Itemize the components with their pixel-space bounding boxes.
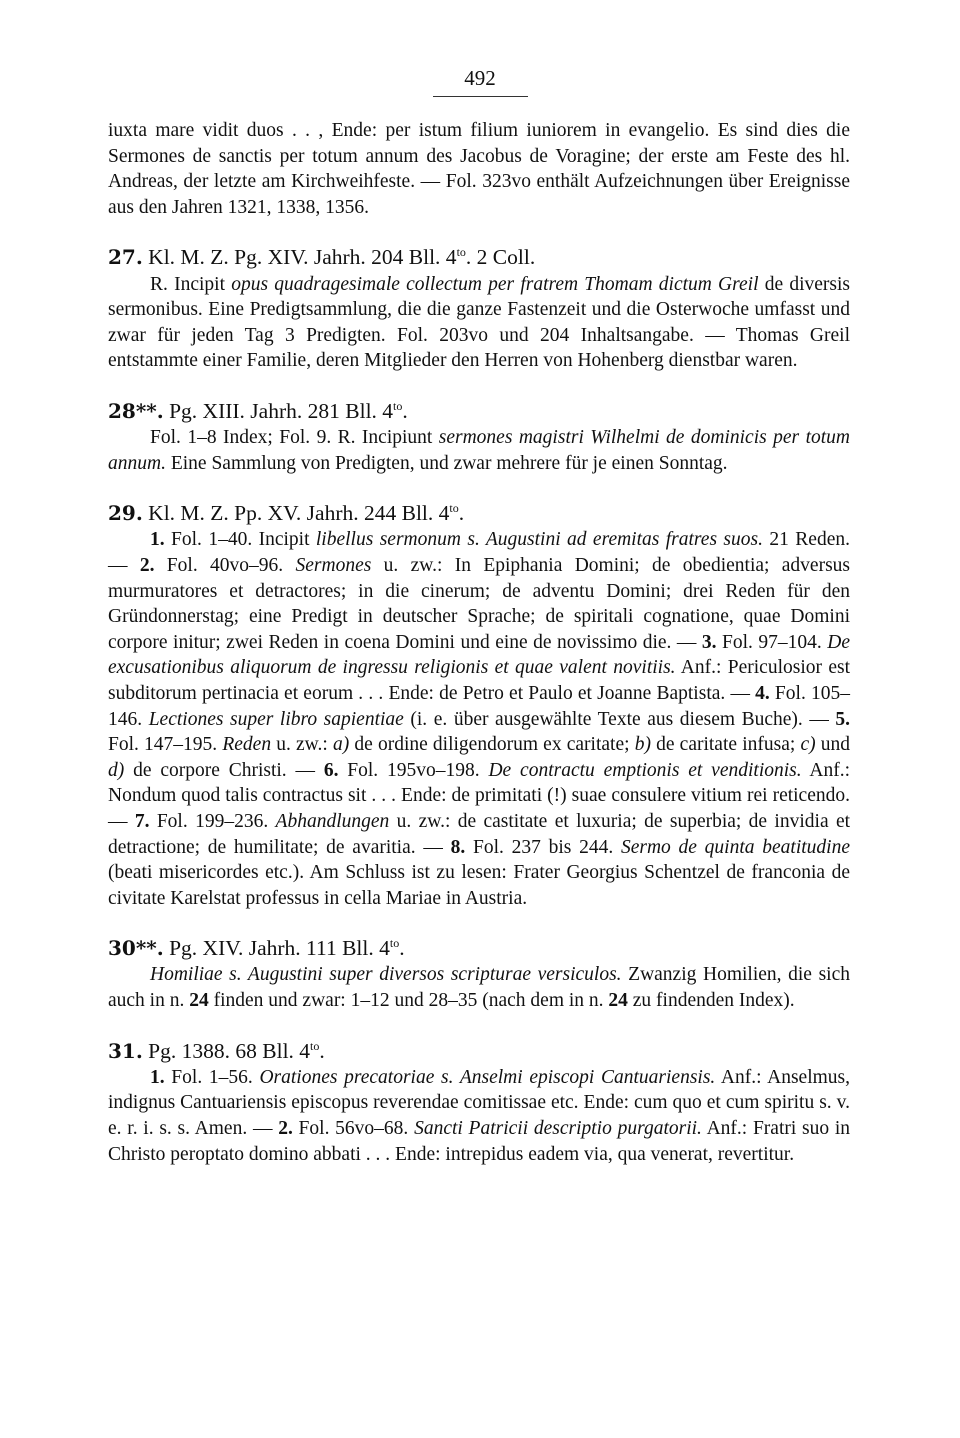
entry-28-heading: 28**. Pg. XIII. Jahrh. 281 Bll. $4^{to}$. bbox=[108, 398, 408, 424]
entry-number: 30**. bbox=[108, 936, 164, 961]
entry-30-heading: 30**. Pg. XIV. Jahrh. 111 Bll. $4^{to}$. bbox=[108, 936, 405, 961]
entry-30-text: Homiliae s. Augustini super diversos scripturae versiculos. Zwanzig Homilien, die sich auch in n. 24 finden und zwar: 1–12 und 28–35 (nach dem in n. 24 zu findenden Index). bbox=[108, 964, 850, 1012]
entry-number: 28**. bbox=[108, 399, 164, 424]
page-number: 492 bbox=[464, 66, 496, 90]
entry-31-text: 1. Fol. 1–56. Orationes precatoriae s. Anselmi episcopi Cantuariensis. Anf.: Anselmus, indignus Cantuariensis episcopus reverendae comitissae etc. Ende: cum quo et cum spiritu s. v. e. r. i. s. s. Amen. — 2. Fol. 56vo–68. Sancti Patricii descriptio purgatorii. Anf.: Fratri suo in Christo peroptato domino abbati . . . Ende: intrepidus eadem via, qua venerat, revertitur. bbox=[108, 1066, 851, 1165]
entry-31-heading: 31. Pg. 1388. 68 Bll. $4^{to}$. bbox=[108, 1038, 325, 1063]
intro-paragraph: iuxta mare vidit duos . . , Ende: per istum filium iuniorem in evangelio. Es sind dies die Sermones de sanctis per totum annum des Jacobus de Voragine; der erste am Feste des hl. Andreas, der letzte am Kirchweihfeste. — Fol. 323vo enthält Aufzeichnungen über Ereignisse aus den Jahren 1321, 1338, 1356. bbox=[108, 120, 850, 218]
page-number-rule bbox=[433, 96, 528, 97]
entry-27-text: R. Incipit opus quadragesimale collectum per fratrem Thomam dictum Greil de diversis sermonibus. Eine Predigtsammlung, die die ganze Fastenzeit und die Osterwoche umfasst und zwar für jeden Tag 3 Predigten. Fol. 203vo und 204 Inhaltsangabe. — Thomas Greil entstammte einer Familie, deren Mitglieder den Herren von Hohenberg dienstbar waren. bbox=[108, 273, 850, 372]
entry-number: 31. bbox=[108, 1038, 143, 1063]
entry-number: 27. bbox=[108, 245, 143, 270]
entry-28-text: Fol. 1–8 Index; Fol. 9. R. Incipiunt sermones magistri Wilhelmi de dominicis per totum annum. Eine Sammlung von Predigten, und zwar mehrere für je einen Sonntag. bbox=[108, 427, 850, 474]
page-body bbox=[108, 118, 850, 1167]
entry-29-text: 1. Fol. 1–40. Incipit libellus sermonum s. Augustini ad eremitas fratres suos. 21 Reden. — 2. Fol. 40vo–96. Sermones u. zw.: In Epiphania Domini; de obedientia; adversus murmuratores et detractores; in die cinerum; de adventu Domini; drei Reden für den Gründonnerstag; eine Predigt in deutscher Sprache; de spiritali cognatione, quae Domini corpore initur; zwei Reden in coena Domini und eine de novissimo die. — 3. Fol. 97–104. De excusationibus aliquorum de ingressu religionis et quae valent novitiis. Anf.: Periculosior est subditorum pertinacia et eorum . . . Ende: de Petro et Paulo et Joanne Baptista. — 4. Fol. 105–146. Lectiones super libro sapientiae (i. e. über ausgewählte Texte aus diesem Buche). — 5. Fol. 147–195. Reden u. zw.: a) de ordine diligendorum ex caritate; b) de caritate infusa; c) und d) de corpore Christi. — 6. Fol. 195vo–198. De contractu emptionis et venditionis. Anf.: Nondum quod talis contractus sit . . . Ende: de primitati (!) suae consulere vitium rei reticendo. — 7. Fol. 199–236. Abhandlungen u. zw.: de castitate et luxuria; de superbia; de invidia et detractione; de humilitate; de avaritia. — 8. Fol. 237 bis 244. Sermo de quinta beatitudine (beati misericordes etc.). Am Schluss ist zu lesen: Frater Georgius Schentzel de franconia de civitate Karelstat professus in cella Mariae in Austria. bbox=[108, 529, 851, 909]
entry-29-heading: 29. Kl. M. Z. Pp. XV. Jahrh. 244 Bll. $4^{to}$. bbox=[108, 501, 465, 526]
entry-27-heading: 27. Kl. M. Z. Pg. XIV. Jahrh. 204 Bll. $4^{to}$. 2 Coll. bbox=[108, 245, 536, 270]
entry-number: 29. bbox=[108, 501, 143, 526]
